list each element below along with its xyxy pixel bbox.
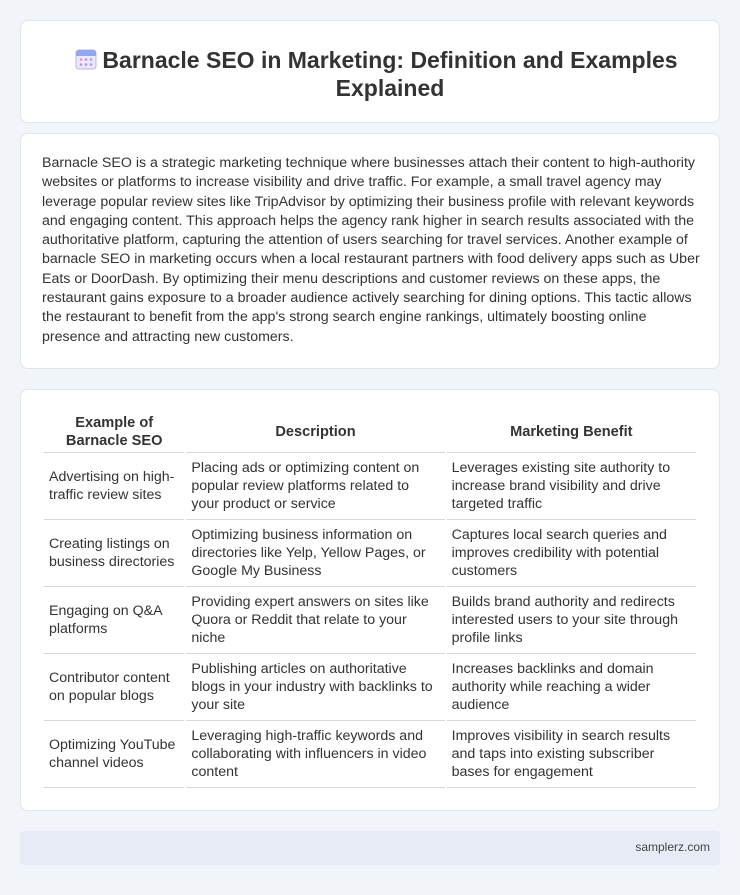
column-header-benefit: Marketing Benefit xyxy=(447,411,696,453)
table-card xyxy=(20,389,720,811)
table-row xyxy=(44,520,696,587)
table-cell-description: Leveraging high-traffic keywords and collaborating with influencers in video content xyxy=(186,721,444,788)
table-cell-description: Providing expert answers on sites like Quora or Reddit that relate to your niche xyxy=(186,587,444,654)
table-row xyxy=(44,721,696,788)
column-header-example: Example of Barnacle SEO xyxy=(44,411,184,453)
table-cell-benefit: Increases backlinks and domain authority while reaching a wider audience xyxy=(447,654,696,721)
table-row xyxy=(44,453,696,520)
table-cell-example: Creating listings on business directories xyxy=(44,520,184,587)
table-cell-benefit: Builds brand authority and redirects interested users to your site through profile links xyxy=(447,587,696,654)
table-cell-benefit: Captures local search queries and improves credibility with potential customers xyxy=(447,520,696,587)
table-cell-description: Publishing articles on authoritative blogs in your industry with backlinks to your site xyxy=(186,654,444,721)
table-cell-benefit: Improves visibility in search results and taps into existing subscriber bases for engagement xyxy=(447,721,696,788)
table-header-row xyxy=(44,411,696,453)
intro-card xyxy=(20,133,720,369)
page-title: Barnacle SEO in Marketing: Definition and Examples Explained xyxy=(102,47,678,101)
table-cell-benefit: Leverages existing site authority to increase brand visibility and drive targeted traffic xyxy=(447,453,696,520)
intro-paragraph: Barnacle SEO is a strategic marketing technique where businesses attach their content to high-authority websites or platforms to increase visibility and drive traffic. For example, a small travel agency may leverage popular review sites like TripAdvisor by optimizing their business profile with relevant keywords and engaging content. This approach helps the agency rank higher in search results associated with the authoritative platform, capturing the attention of users searching for travel services. Another example of barnacle SEO in marketing occurs when a local restaurant partners with food delivery apps such as Uber Eats or DoorDash. By optimizing their menu descriptions and customer reviews on these apps, the restaurant gains exposure to a broader audience actively searching for dining options. This tactic allows the restaurant to benefit from the app's strong search engine rankings, ultimately boosting online presence and attracting new customers. xyxy=(42,155,700,345)
table-row xyxy=(44,654,696,721)
footer-site-link[interactable]: samplerz.com xyxy=(635,840,710,854)
table-cell-example: Advertising on high-traffic review sites xyxy=(44,453,184,520)
table-cell-example: Optimizing YouTube channel videos xyxy=(44,721,184,788)
footer-bar xyxy=(20,831,720,865)
table-row xyxy=(44,587,696,654)
column-header-description: Description xyxy=(186,411,444,453)
table-cell-example: Contributor content on popular blogs xyxy=(44,654,184,721)
table-cell-description: Placing ads or optimizing content on popular review platforms related to your product or service xyxy=(186,453,444,520)
table-cell-example: Engaging on Q&A platforms xyxy=(44,587,184,654)
table-cell-description: Optimizing business information on directories like Yelp, Yellow Pages, or Google My Business xyxy=(186,520,444,587)
examples-table xyxy=(42,411,698,788)
title-card xyxy=(20,20,720,123)
